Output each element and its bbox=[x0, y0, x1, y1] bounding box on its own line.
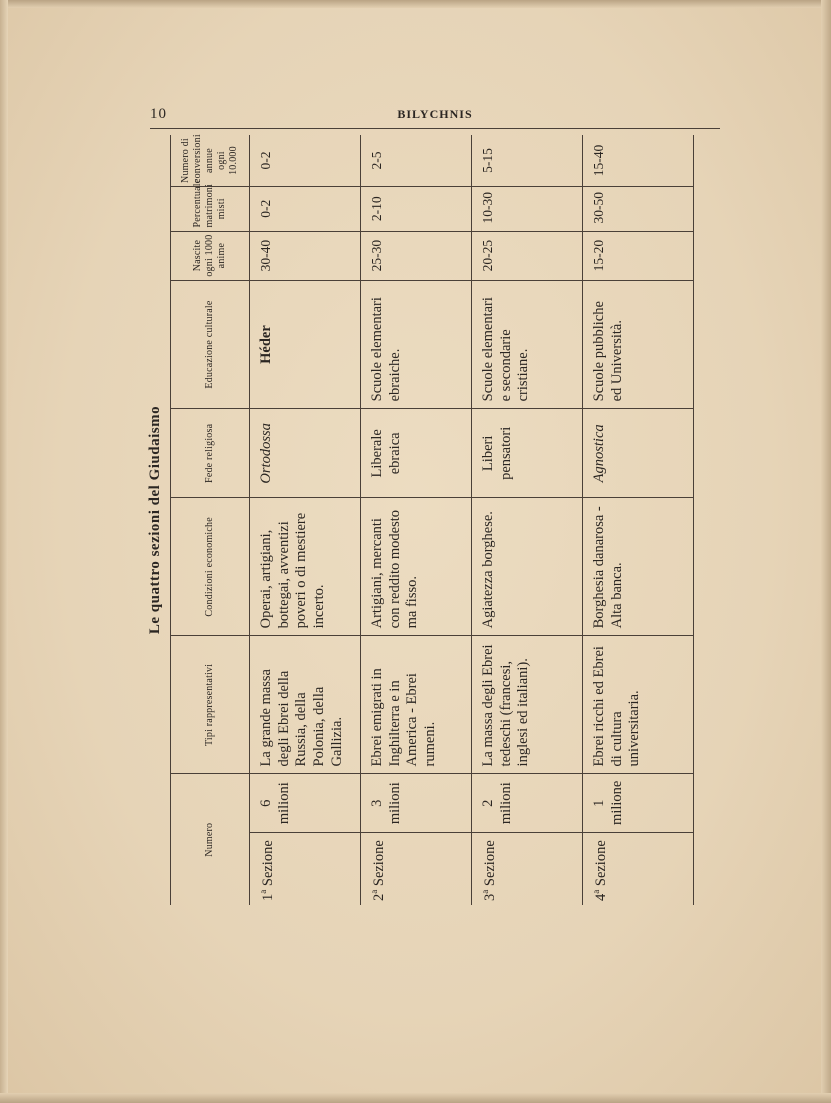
cell-conversioni: 15-40 bbox=[583, 135, 694, 187]
header-fede: Fede religiosa bbox=[171, 409, 250, 498]
cell-nascite: 15-20 bbox=[583, 231, 694, 280]
cell-tipi: La massa degli Ebrei tedeschi (francesi, inglesi ed italiani). bbox=[472, 636, 583, 774]
table-row bbox=[472, 135, 583, 905]
table-title: Le quattro sezioni del Giudaismo bbox=[147, 405, 163, 635]
page-number: 10 bbox=[150, 106, 167, 122]
sezione-number: 2 bbox=[370, 893, 387, 901]
cell-sezione bbox=[472, 832, 583, 905]
cell-condizioni: Agiatezza borghese. bbox=[472, 498, 583, 636]
cell-condizioni: Operai, artigiani, bottegai, avventizi poveri o di mestiere incerto. bbox=[250, 498, 361, 636]
cell-matrimoni: 30-50 bbox=[583, 187, 694, 231]
cell-tipi: La grande massa degli Ebrei della Russia, della Polonia, della Gallizia. bbox=[250, 636, 361, 774]
running-header bbox=[150, 104, 720, 129]
cell-educazione: Scuole elementari e secondarie cristiane. bbox=[472, 280, 583, 409]
sezione-label: Sezione bbox=[370, 840, 387, 887]
page-edge-left bbox=[0, 0, 8, 1103]
cell-nascite: 30-40 bbox=[250, 231, 361, 280]
numero-unit: milioni bbox=[386, 782, 403, 825]
cell-condizioni: Artigiani, mercanti con reddito modesto ma fisso. bbox=[361, 498, 472, 636]
sections-table bbox=[170, 135, 694, 905]
numero-value: 1 bbox=[591, 799, 607, 807]
numero-unit: milione bbox=[608, 780, 625, 825]
sezione-number: 4 bbox=[592, 893, 609, 901]
table-header-row bbox=[171, 135, 250, 905]
cell-tipi: Ebrei emigrati in Inghilterra e in America - Ebrei rumeni. bbox=[361, 636, 472, 774]
cell-sezione bbox=[361, 832, 472, 905]
sezione-ordinal: a bbox=[258, 889, 268, 894]
table-row bbox=[250, 135, 361, 905]
header-conversioni: Numero di conversioni annue ogni 10.000 bbox=[171, 135, 250, 187]
sezione-ordinal: a bbox=[480, 889, 490, 894]
cell-educazione: Héder bbox=[250, 280, 361, 409]
sezione-ordinal: a bbox=[369, 889, 379, 894]
header-numero: Numero bbox=[171, 774, 250, 905]
table-row bbox=[361, 135, 472, 905]
sezione-ordinal: a bbox=[591, 889, 601, 894]
cell-matrimoni: 2-10 bbox=[361, 187, 472, 231]
page-edge-bottom bbox=[0, 1093, 831, 1103]
cell-sezione bbox=[583, 832, 694, 905]
cell-fede: Agnostica bbox=[583, 409, 694, 498]
rotated-table-block bbox=[140, 135, 725, 905]
cell-sezione bbox=[250, 832, 361, 905]
sezione-label: Sezione bbox=[592, 840, 609, 887]
cell-educazione: Scuole elementari ebraiche. bbox=[361, 280, 472, 409]
cell-numero bbox=[361, 774, 472, 833]
cell-conversioni: 2-5 bbox=[361, 135, 472, 187]
cell-conversioni: 0-2 bbox=[250, 135, 361, 187]
header-educazione: Educazione culturale bbox=[171, 280, 250, 409]
cell-numero bbox=[583, 774, 694, 833]
header-matrimoni: Percentuale matrimoni misti bbox=[171, 187, 250, 231]
numero-value: 2 bbox=[480, 799, 496, 807]
numero-value: 6 bbox=[258, 799, 274, 807]
cell-tipi: Ebrei ricchi ed Ebrei di cultura universitaria. bbox=[583, 636, 694, 774]
page-edge-top bbox=[0, 0, 831, 8]
page-edge-right bbox=[821, 0, 831, 1103]
cell-fede: Liberale ebraica bbox=[361, 409, 472, 498]
cell-numero bbox=[250, 774, 361, 833]
cell-nascite: 20-25 bbox=[472, 231, 583, 280]
numero-unit: milioni bbox=[497, 782, 514, 825]
numero-unit: milioni bbox=[275, 782, 292, 825]
cell-matrimoni: 10-30 bbox=[472, 187, 583, 231]
sezione-number: 3 bbox=[481, 893, 498, 901]
cell-nascite: 25-30 bbox=[361, 231, 472, 280]
cell-fede: Ortodossa bbox=[250, 409, 361, 498]
journal-title: BILYCHNIS bbox=[397, 107, 473, 121]
header-condizioni: Condizioni economiche bbox=[171, 498, 250, 636]
cell-numero bbox=[472, 774, 583, 833]
cell-conversioni: 5-15 bbox=[472, 135, 583, 187]
numero-value: 3 bbox=[369, 799, 385, 807]
cell-condizioni: Borghesia danarosa - Alta banca. bbox=[583, 498, 694, 636]
sezione-number: 1 bbox=[259, 893, 276, 901]
table-row bbox=[583, 135, 694, 905]
header-tipi: Tipi rappresentativi bbox=[171, 636, 250, 774]
sezione-label: Sezione bbox=[481, 840, 498, 887]
sezione-label: Sezione bbox=[259, 840, 276, 887]
cell-matrimoni: 0-2 bbox=[250, 187, 361, 231]
header-nascite: Nascite ogni 1000 anime bbox=[171, 231, 250, 280]
cell-educazione: Scuole pubbliche ed Università. bbox=[583, 280, 694, 409]
cell-fede: Liberi pensatori bbox=[472, 409, 583, 498]
